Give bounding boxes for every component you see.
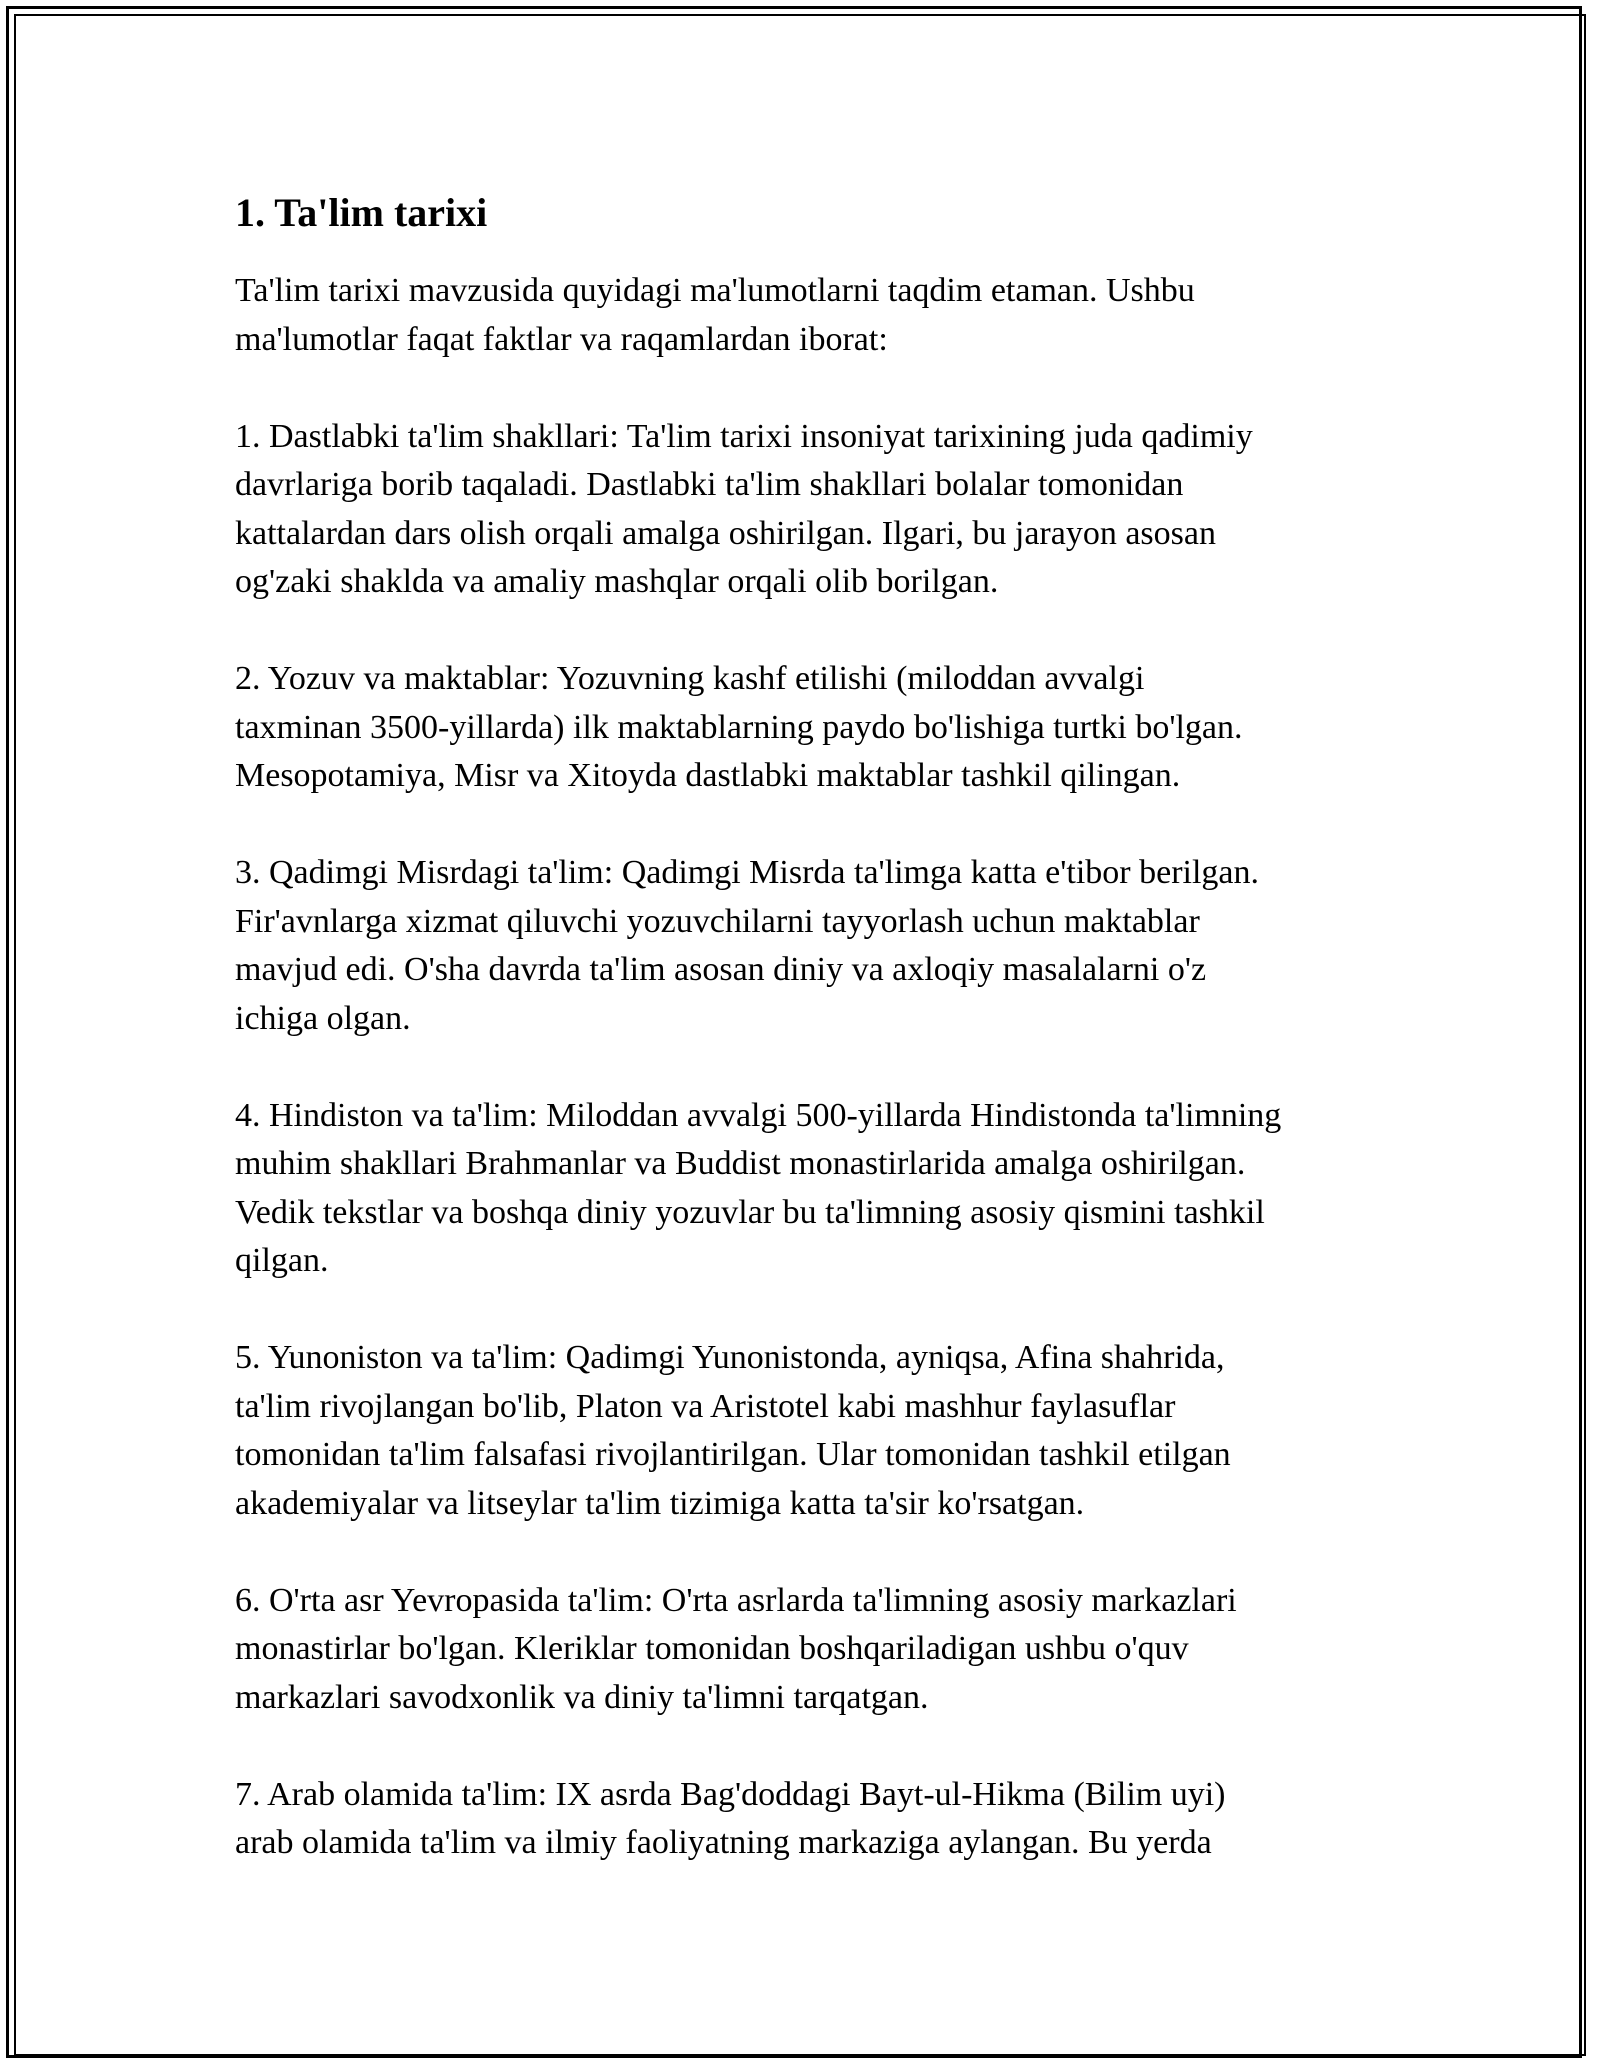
document-body [235,183,1375,1916]
text-line: og'zaki shaklda va amaliy mashqlar orqali olib borilgan. [235,563,999,600]
text-line: kattalardan dars olish orqali amalga oshirilgan. Ilgari, bu jarayon asosan [235,514,1216,552]
document-title: 1. Ta'lim tarixi [235,190,488,235]
text-line: 5. Yunoniston va ta'lim: Qadimgi Yunonistonda, ayniqsa, Afina shahrida, [235,1339,1225,1376]
paragraph-item-1 [235,413,1375,607]
paragraph-item-3 [235,849,1375,1043]
paragraph-item-2 [235,655,1375,801]
text-line: ichiga olgan. [235,999,411,1037]
text-line: 7. Arab olamida ta'lim: IX asrda Bag'doddagi Bayt-ul-Hikma (Bilim uyi) [235,1775,1226,1813]
text-line: Mesopotamiya, Misr va Xitoyda dastlabki maktablar tashkil qilingan. [235,757,1181,794]
text-line: 4. Hindiston va ta'lim: Miloddan avvalgi 500-yillarda Hindistonda ta'limning [235,1096,1282,1134]
text-line: Vedik tekstlar va boshqa diniy yozuvlar bu ta'limning asosiy qismini tashkil [235,1193,1265,1231]
text-line: muhim shakllari Brahmanlar va Buddist monastirlarida amalga oshirilgan. [235,1145,1246,1182]
paragraph-item-4 [235,1092,1375,1286]
text-line: qilgan. [235,1242,329,1279]
paragraph-intro [235,267,1375,364]
text-line: monastirlar bo'lgan. Kleriklar tomonidan boshqariladigan ushbu o'quv [235,1630,1189,1667]
text-line: Fir'avnlarga xizmat qiluvchi yozuvchilarni tayyorlash uchun maktablar [235,902,1200,940]
text-line: ma'lumotlar faqat faktlar va raqamlardan iborat: [235,320,888,358]
text-line: markazlari savodxonlik va diniy ta'limni tarqatgan. [235,1678,929,1716]
text-line: akademiyalar va litseylar ta'lim tizimiga katta ta'sir ko'rsatgan. [235,1484,1085,1522]
paragraph-item-6 [235,1577,1375,1723]
text-line: mavjud edi. O'sha davrda ta'lim asosan diniy va axloqiy masalalarni o'z [235,951,1207,988]
text-line: taxminan 3500-yillarda) ilk maktablarning paydo bo'lishiga turtki bo'lgan. [235,708,1243,746]
text-line: 6. O'rta asr Yevropasida ta'lim: O'rta asrlarda ta'limning asosiy markazlari [235,1581,1237,1619]
paragraph-item-5 [235,1334,1375,1528]
text-line: tomonidan ta'lim falsafasi rivojlantirilgan. Ular tomonidan tashkil etilgan [235,1436,1231,1473]
text-line: 1. Dastlabki ta'lim shakllari: Ta'lim tarixi insoniyat tarixining juda qadimiy [235,417,1253,455]
text-line: 2. Yozuv va maktablar: Yozuvning kashf etilishi (miloddan avvalgi [235,660,1145,697]
text-line: ta'lim rivojlangan bo'lib, Platon va Aristotel kabi mashhur faylasuflar [235,1387,1176,1425]
text-line: Ta'lim tarixi mavzusida quyidagi ma'lumotlarni taqdim etaman. Ushbu [235,272,1195,309]
text-line: 3. Qadimgi Misrdagi ta'lim: Qadimgi Misrda ta'limga katta e'tibor berilgan. [235,854,1260,891]
paragraph-item-7 [235,1771,1375,1868]
text-line: davrlariga borib taqaladi. Dastlabki ta'lim shakllari bolalar tomonidan [235,466,1184,503]
text-line: arab olamida ta'lim va ilmiy faoliyatning markaziga aylangan. Bu yerda [235,1824,1212,1861]
